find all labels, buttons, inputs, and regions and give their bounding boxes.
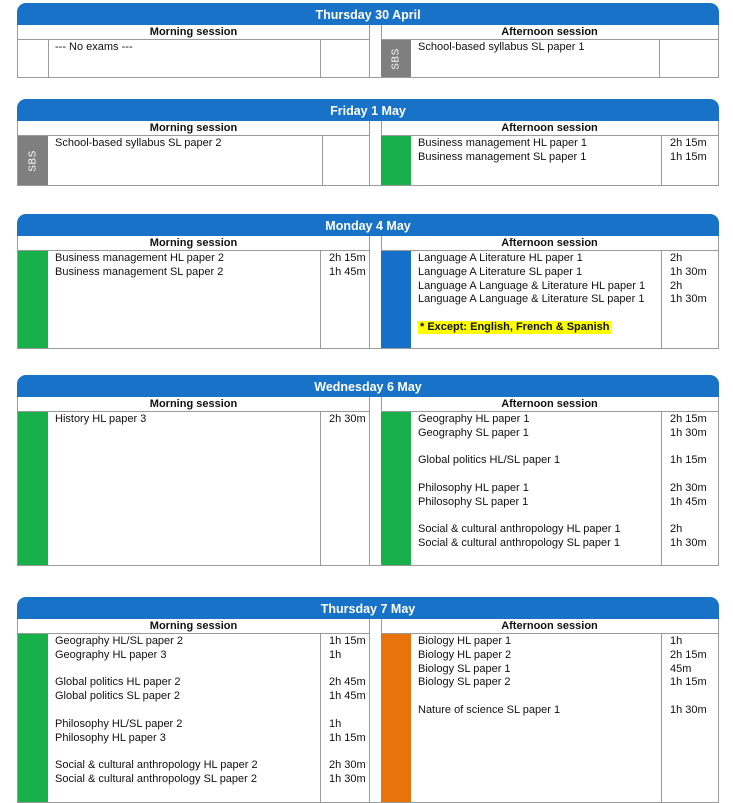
exam-duration: 1h xyxy=(329,648,342,661)
exam-list xyxy=(55,413,315,427)
subject-group-strip xyxy=(18,251,48,348)
exam-name: History HL paper 3 xyxy=(55,413,147,425)
morning-session-title: Morning session xyxy=(18,397,369,412)
subject-group-strip xyxy=(18,634,48,802)
afternoon-session-body xyxy=(381,136,718,185)
exam-name: --- No exams --- xyxy=(55,41,133,53)
exam-name: Geography SL paper 1 xyxy=(418,426,529,439)
exam-duration: 2h 15m xyxy=(670,137,707,149)
exception-note-row xyxy=(418,321,678,335)
sbs-label: SBS xyxy=(390,47,402,70)
afternoon-session-body xyxy=(381,251,718,348)
spacer xyxy=(329,663,366,677)
exam-name: Social & cultural anthropology SL paper 2 xyxy=(55,772,257,785)
exam-duration: 1h 15m xyxy=(329,635,366,647)
sessions-table xyxy=(17,121,719,186)
exam-name: Language A Literature SL paper 1 xyxy=(418,265,583,278)
exam-duration: 1h 30m xyxy=(670,537,707,550)
day-block xyxy=(17,597,719,802)
exam-list xyxy=(418,635,678,718)
exam-duration: 1h 15m xyxy=(329,731,366,744)
exam-duration: 1h 45m xyxy=(329,690,366,703)
subject-group-strip xyxy=(18,136,48,185)
exam-list xyxy=(55,137,315,151)
morning-session xyxy=(18,121,369,185)
morning-session-title: Morning session xyxy=(18,236,369,251)
afternoon-session-title: Afternoon session xyxy=(381,25,718,40)
spacer xyxy=(418,510,678,524)
spacer xyxy=(670,468,707,482)
exam-name: Business management SL paper 1 xyxy=(418,150,587,163)
morning-session-title: Morning session xyxy=(18,121,369,136)
exam-name: Social & cultural anthropology HL paper 1 xyxy=(418,523,621,536)
duration-column xyxy=(320,40,381,77)
exam-name: Global politics HL paper 2 xyxy=(55,676,181,689)
day-header: Wednesday 6 May xyxy=(17,375,719,397)
duration-list xyxy=(670,252,707,307)
exam-list xyxy=(418,137,678,165)
exam-duration: 2h 30m xyxy=(670,481,707,494)
exam-name: Language A Language & Literature HL paper 1 xyxy=(418,279,646,292)
duration-list xyxy=(670,413,707,551)
morning-session-title: Morning session xyxy=(18,25,369,40)
exam-name: Language A Language & Literature SL paper 1 xyxy=(418,293,645,306)
spacer xyxy=(670,690,707,704)
exam-list xyxy=(418,413,678,551)
exam-list xyxy=(55,635,315,787)
sessions-table xyxy=(17,397,719,566)
exam-name: Philosophy HL paper 1 xyxy=(418,481,529,494)
subject-group-strip xyxy=(18,412,48,565)
exam-name: Nature of science SL paper 1 xyxy=(418,703,561,716)
exam-list xyxy=(55,41,315,55)
day-header: Monday 4 May xyxy=(17,214,719,236)
exam-name: School-based syllabus SL paper 1 xyxy=(418,41,585,53)
sessions-table xyxy=(17,619,719,803)
morning-session xyxy=(18,619,369,802)
exam-name: Biology SL paper 1 xyxy=(418,662,511,675)
duration-column xyxy=(661,634,722,802)
afternoon-session-body xyxy=(381,40,718,77)
subject-group-strip xyxy=(18,40,49,77)
exam-duration: 1h xyxy=(329,717,342,730)
exam-duration: 1h 30m xyxy=(670,426,707,439)
exam-name: Biology SL paper 2 xyxy=(418,676,511,689)
duration-column xyxy=(322,136,383,185)
subject-group-strip xyxy=(381,412,411,565)
subject-group-strip xyxy=(381,136,411,185)
day-header: Friday 1 May xyxy=(17,99,719,121)
afternoon-session-title: Afternoon session xyxy=(381,619,718,634)
exam-duration: 1h 45m xyxy=(670,495,707,508)
exception-note: * Except: English, French & Spanish xyxy=(420,320,610,333)
afternoon-session xyxy=(381,25,718,77)
duration-list xyxy=(329,413,366,427)
exam-name: Geography HL/SL paper 2 xyxy=(55,635,184,647)
exam-duration: 1h 30m xyxy=(670,265,707,278)
day-block xyxy=(17,99,719,185)
morning-session-title: Morning session xyxy=(18,619,369,634)
sbs-label: SBS xyxy=(27,149,39,172)
spacer xyxy=(670,510,707,524)
day-header: Thursday 7 May xyxy=(17,597,719,619)
duration-column xyxy=(659,40,720,77)
exam-duration: 2h 45m xyxy=(329,676,366,689)
morning-session-body xyxy=(18,40,369,77)
morning-session xyxy=(18,397,369,565)
afternoon-session xyxy=(381,121,718,185)
subject-group-strip xyxy=(381,40,411,77)
exam-name: Biology HL paper 1 xyxy=(418,635,512,647)
exam-name: Geography HL paper 1 xyxy=(418,413,530,425)
exam-list xyxy=(418,41,678,55)
spacer xyxy=(55,704,315,718)
duration-list xyxy=(329,635,366,787)
exam-name: Biology HL paper 2 xyxy=(418,648,512,661)
duration-column xyxy=(320,634,381,802)
exam-duration: 1h 30m xyxy=(670,703,707,716)
afternoon-session-title: Afternoon session xyxy=(381,397,718,412)
spacer xyxy=(55,663,315,677)
duration-list xyxy=(670,137,707,165)
day-block xyxy=(17,214,719,348)
sessions-table xyxy=(17,25,719,78)
exam-duration: 2h 15m xyxy=(670,413,707,425)
exam-name: School-based syllabus SL paper 2 xyxy=(55,137,222,149)
duration-list xyxy=(670,635,707,718)
morning-session-body xyxy=(18,136,369,185)
exam-name: Social & cultural anthropology HL paper 2 xyxy=(55,759,258,772)
afternoon-session xyxy=(381,619,718,802)
exam-duration: 2h xyxy=(670,252,683,264)
morning-session xyxy=(18,25,369,77)
afternoon-session-body xyxy=(381,634,718,802)
spacer xyxy=(329,704,366,718)
day-header: Thursday 30 April xyxy=(17,3,719,25)
duration-column xyxy=(661,251,722,348)
exam-duration: 45m xyxy=(670,662,692,675)
spacer xyxy=(418,468,678,482)
exam-list xyxy=(55,252,315,280)
exam-name: Global politics HL/SL paper 1 xyxy=(418,454,561,467)
exam-name: Philosophy SL paper 1 xyxy=(418,495,529,508)
duration-column xyxy=(661,136,722,185)
exam-duration: 1h 30m xyxy=(670,293,707,306)
sessions-table xyxy=(17,236,719,349)
spacer xyxy=(55,745,315,759)
exam-name: Business management HL paper 2 xyxy=(55,252,224,264)
day-block xyxy=(17,375,719,565)
exam-duration: 1h 45m xyxy=(329,265,366,278)
exam-name: Philosophy HL/SL paper 2 xyxy=(55,717,183,730)
day-block xyxy=(17,3,719,77)
afternoon-session-body xyxy=(381,412,718,565)
spacer xyxy=(418,441,678,455)
exam-name: Social & cultural anthropology SL paper 1 xyxy=(418,537,620,550)
subject-group-strip xyxy=(381,634,411,802)
afternoon-session-title: Afternoon session xyxy=(381,236,718,251)
afternoon-session xyxy=(381,236,718,348)
exam-duration: 1h 15m xyxy=(670,150,707,163)
exam-duration: 1h 30m xyxy=(329,772,366,785)
morning-session-body xyxy=(18,251,369,348)
exam-name: Language A Literature HL paper 1 xyxy=(418,252,583,264)
exam-duration: 2h xyxy=(670,279,683,292)
exam-duration: 2h 15m xyxy=(670,648,707,661)
afternoon-session xyxy=(381,397,718,565)
exam-duration: 1h 15m xyxy=(670,454,707,467)
duration-list xyxy=(329,252,366,280)
duration-column xyxy=(661,412,722,565)
morning-session-body xyxy=(18,634,369,802)
exam-duration: 1h 15m xyxy=(670,676,707,689)
spacer xyxy=(418,690,678,704)
exam-name: Business management HL paper 1 xyxy=(418,137,587,149)
afternoon-session-title: Afternoon session xyxy=(381,121,718,136)
duration-column xyxy=(320,412,381,565)
spacer xyxy=(670,441,707,455)
exam-duration: 1h xyxy=(670,635,683,647)
exam-name: Global politics SL paper 2 xyxy=(55,690,180,703)
exam-duration: 2h 15m xyxy=(329,252,366,264)
morning-session xyxy=(18,236,369,348)
morning-session-body xyxy=(18,412,369,565)
subject-group-strip xyxy=(381,251,411,348)
exam-name: Geography HL paper 3 xyxy=(55,648,167,661)
duration-column xyxy=(320,251,381,348)
spacer xyxy=(329,745,366,759)
exam-duration: 2h xyxy=(670,523,683,536)
exam-list xyxy=(418,252,678,335)
exam-duration: 2h 30m xyxy=(329,759,366,772)
spacer xyxy=(418,307,678,321)
exam-name: Philosophy HL paper 3 xyxy=(55,731,166,744)
exam-duration: 2h 30m xyxy=(329,413,366,425)
exam-name: Business management SL paper 2 xyxy=(55,265,224,278)
